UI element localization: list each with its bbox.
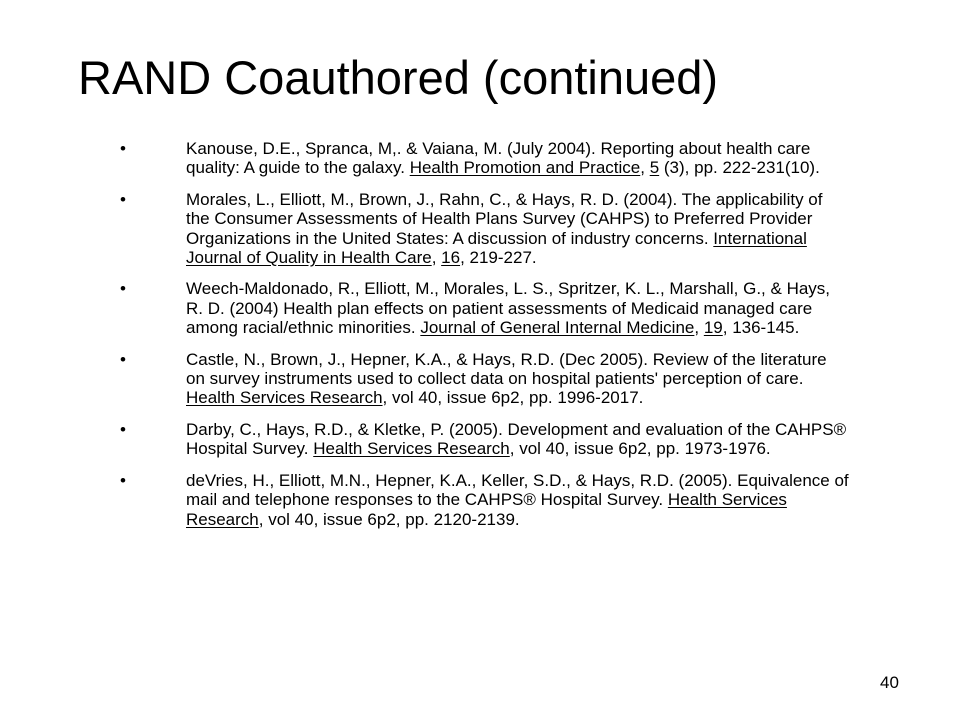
separator: , <box>694 318 704 338</box>
citation-details: , vol 40, issue 6p2, pp. 1996-2017. <box>382 388 644 408</box>
reference-text: Weech-Maldonado, R., Elliott, M., Morales, L. S., Spritzer, K. L., Marshall, G., & Hays, R. D. (2004) Health plan effects on patient assessments of Medicaid managed care among racial/ethnic minorities. <box>186 279 831 338</box>
citation-details: (3), pp. 222-231(10). <box>659 158 820 178</box>
reference-text: deVries, H., Elliott, M.N., Hepner, K.A., Keller, S.D., & Hays, R.D. (2005). Equivalence of mail and telephone responses to the CAHPS® Hospital Survey. <box>186 470 849 510</box>
reference-item <box>120 420 850 459</box>
journal-title: Health Promotion and Practice <box>409 158 641 178</box>
volume-number: 16 <box>441 248 461 268</box>
journal-title: Health Services Research <box>313 439 510 459</box>
volume-number: 19 <box>703 318 723 338</box>
page-number: 40 <box>880 673 899 692</box>
reference-item <box>120 279 850 337</box>
reference-item <box>120 471 850 529</box>
citation-details: , vol 40, issue 6p2, pp. 1973-1976. <box>509 439 771 459</box>
reference-text: Darby, C., Hays, R.D., & Kletke, P. (2005). Development and evaluation of the CAHPS® Hospital Survey. <box>186 419 847 459</box>
bullet-icon: • <box>120 189 126 209</box>
bullet-icon: • <box>120 419 126 439</box>
journal-title: International Journal of Quality in Health Care <box>186 228 807 268</box>
reference-item <box>120 139 850 178</box>
citation-details: , vol 40, issue 6p2, pp. 2120-2139. <box>258 509 520 529</box>
separator: , <box>431 248 442 268</box>
reference-item <box>120 350 850 408</box>
reference-text: Castle, N., Brown, J., Hepner, K.A., & Hays, R.D. (Dec 2005). Review of the literature on survey instruments used to collect data on hospital patients' perception of care. <box>186 349 827 389</box>
bullet-icon: • <box>120 349 126 369</box>
citation-details: , 136-145. <box>722 318 800 338</box>
slide-title: RAND Coauthored (continued) <box>78 51 719 104</box>
separator: , <box>640 158 650 178</box>
reference-item <box>120 190 850 268</box>
journal-title: Health Services Research <box>186 388 383 408</box>
reference-text: Morales, L., Elliott, M., Brown, J., Rahn, C., & Hays, R. D. (2004). The applicability of the Consumer Assessments of Health Plans Survey (CAHPS) to Preferred Provider Organizations in the United States: A discussion of industry concerns. <box>186 189 823 248</box>
journal-title: Health Services Research <box>186 490 787 529</box>
bullet-icon: • <box>120 470 126 490</box>
reference-list <box>120 139 850 541</box>
volume-number: 5 <box>649 158 660 178</box>
journal-title: Journal of General Internal Medicine <box>420 318 695 338</box>
bullet-icon: • <box>120 279 126 299</box>
bullet-icon: • <box>120 139 126 158</box>
citation-details: , 219-227. <box>460 248 537 268</box>
reference-text: Kanouse, D.E., Spranca, M,. & Vaiana, M. (July 2004). Reporting about health care quality: A guide to the galaxy. <box>186 139 811 178</box>
